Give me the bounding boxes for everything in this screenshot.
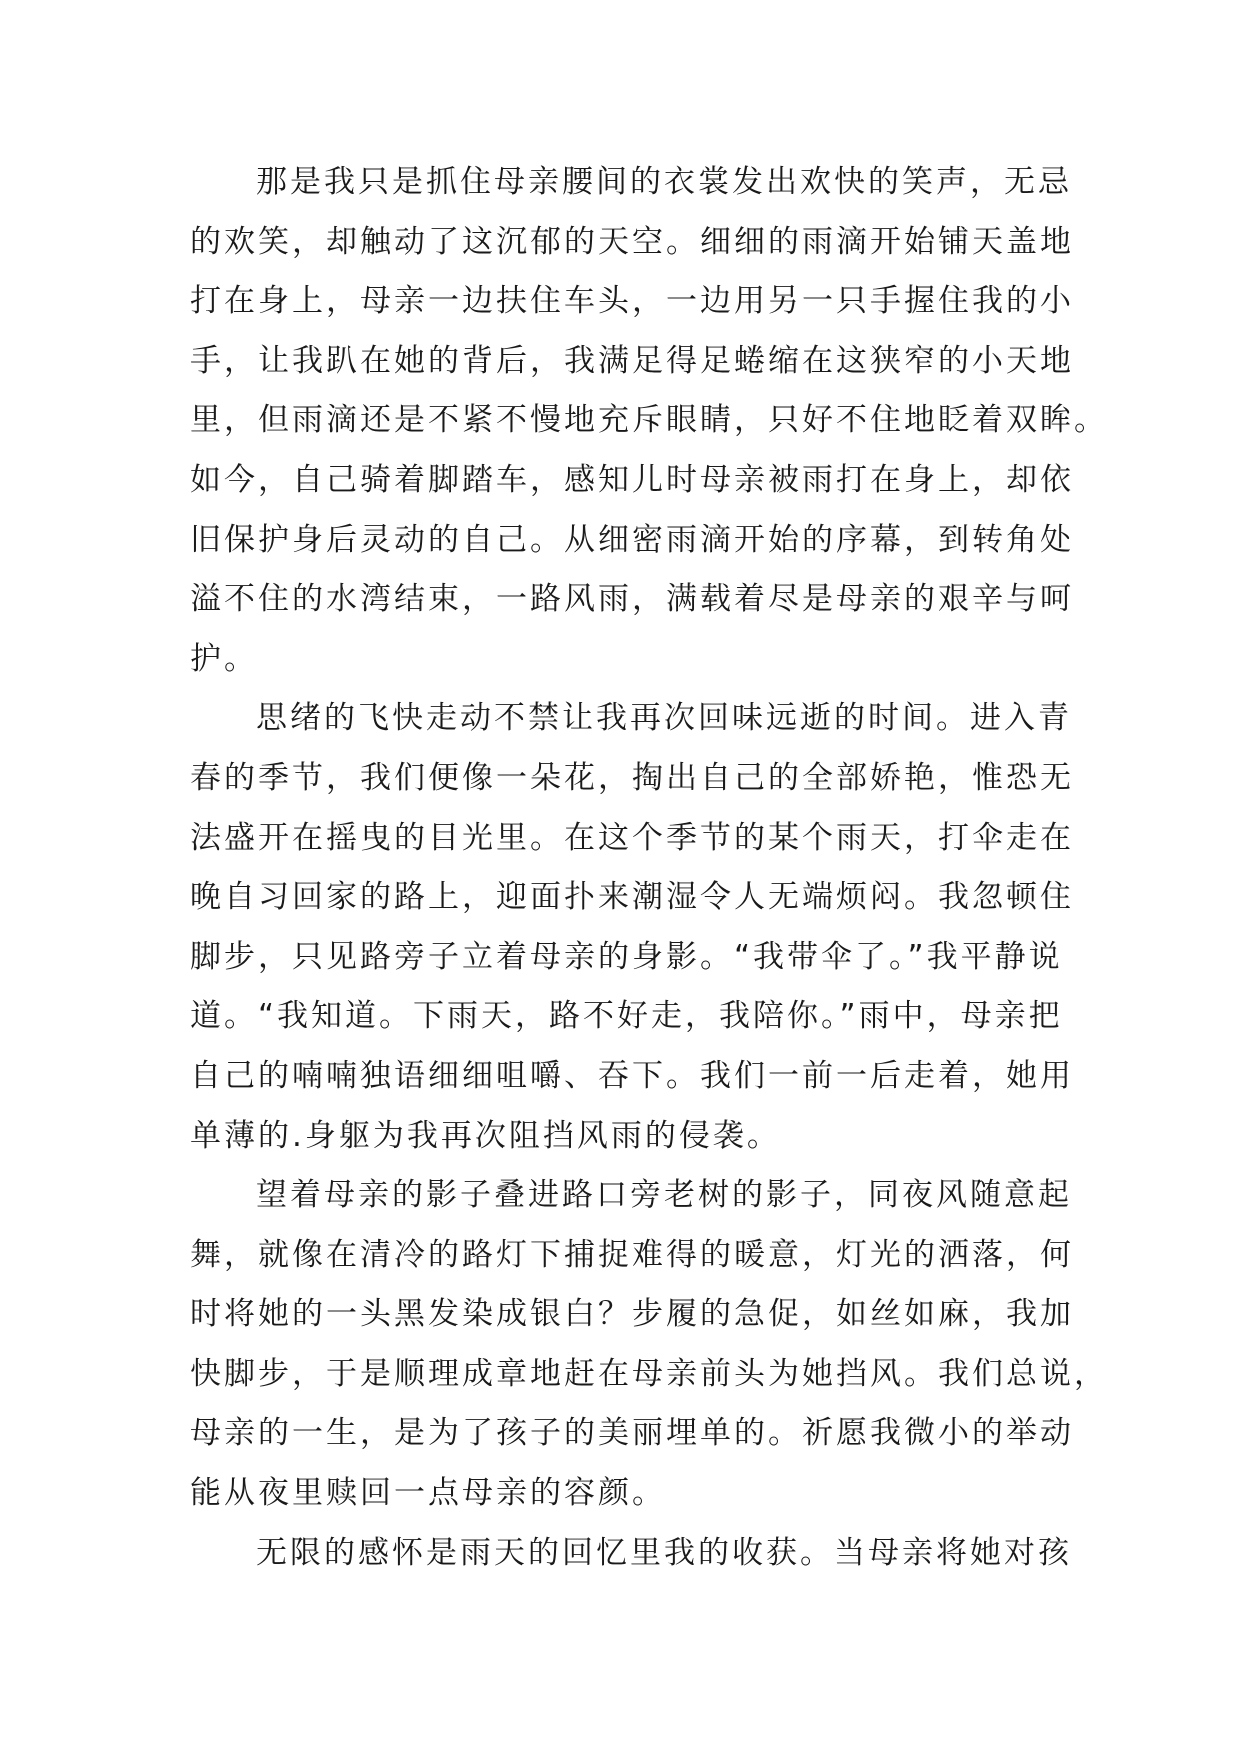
text-line: 法盛开在摇曳的目光里。在这个季节的某个雨天，打伞走在 — [190, 819, 1074, 856]
text-line: 打在身上，母亲一边扶住车头，一边用另一只手握住我的小 — [190, 283, 1074, 320]
text-line: 道。“我知道。下雨天，路不好走，我陪你。”雨中，母亲把 — [190, 998, 1063, 1035]
text-line: 思绪的飞快走动不禁让我再次回味远逝的时间。进入青 — [256, 700, 1072, 737]
text-line: 那是我只是抓住母亲腰间的衣裳发出欢快的笑声，无忌 — [256, 164, 1072, 200]
text-line: 护。 — [190, 640, 258, 677]
text-line: 望着母亲的影子叠进路口旁老树的影子，同夜风随意起 — [256, 1177, 1072, 1214]
text-line: 晚自习回家的路上，迎面扑来潮湿令人无端烦闷。我忽顿住 — [190, 879, 1074, 916]
text-line: 手，让我趴在她的背后，我满足得足蜷缩在这狭窄的小天地 — [190, 342, 1074, 379]
text-line: 母亲的一生，是为了孩子的美丽埋单的。祈愿我微小的举动 — [190, 1415, 1074, 1452]
text-line: 舞，就像在清冷的路灯下捕捉难得的暖意，灯光的洒落，何 — [190, 1236, 1074, 1273]
text-line: 如今，自己骑着脚踏车，感知儿时母亲被雨打在身上，却依 — [190, 461, 1074, 498]
text-line: 快脚步，于是顺理成章地赶在母亲前头为她挡风。我们总说， — [190, 1355, 1108, 1392]
text-line: 春的季节，我们便像一朵花，掏出自己的全部娇艳，惟恐无 — [190, 759, 1074, 796]
text-line: 脚步，只见路旁子立着母亲的身影。“我带伞了。”我平静说 — [190, 938, 1063, 975]
text-line: 溢不住的水湾结束，一路风雨，满载着尽是母亲的艰辛与呵 — [190, 581, 1074, 618]
text-line: 时将她的一头黑发染成银白？步履的急促，如丝如麻，我加 — [190, 1296, 1074, 1333]
text-line: 无限的感怀是雨天的回忆里我的收获。当母亲将她对孩 — [256, 1534, 1072, 1571]
text-line: 自己的喃喃独语细细咀嚼、吞下。我们一前一后走着，她用 — [190, 1057, 1074, 1094]
text-line: 里，但雨滴还是不紧不慢地充斥眼睛，只好不住地眨着双眸。 — [190, 402, 1108, 439]
text-line: 的欢笑，却触动了这沉郁的天空。细细的雨滴开始铺天盖地 — [190, 223, 1074, 260]
body-text — [190, 153, 1108, 1583]
text-line: 单薄的.身躯为我再次阻挡风雨的侵袭。 — [190, 1117, 781, 1154]
text-line: 能从夜里赎回一点母亲的容颜。 — [190, 1475, 666, 1512]
text-line: 旧保护身后灵动的自己。从细密雨滴开始的序幕，到转角处 — [190, 521, 1074, 558]
